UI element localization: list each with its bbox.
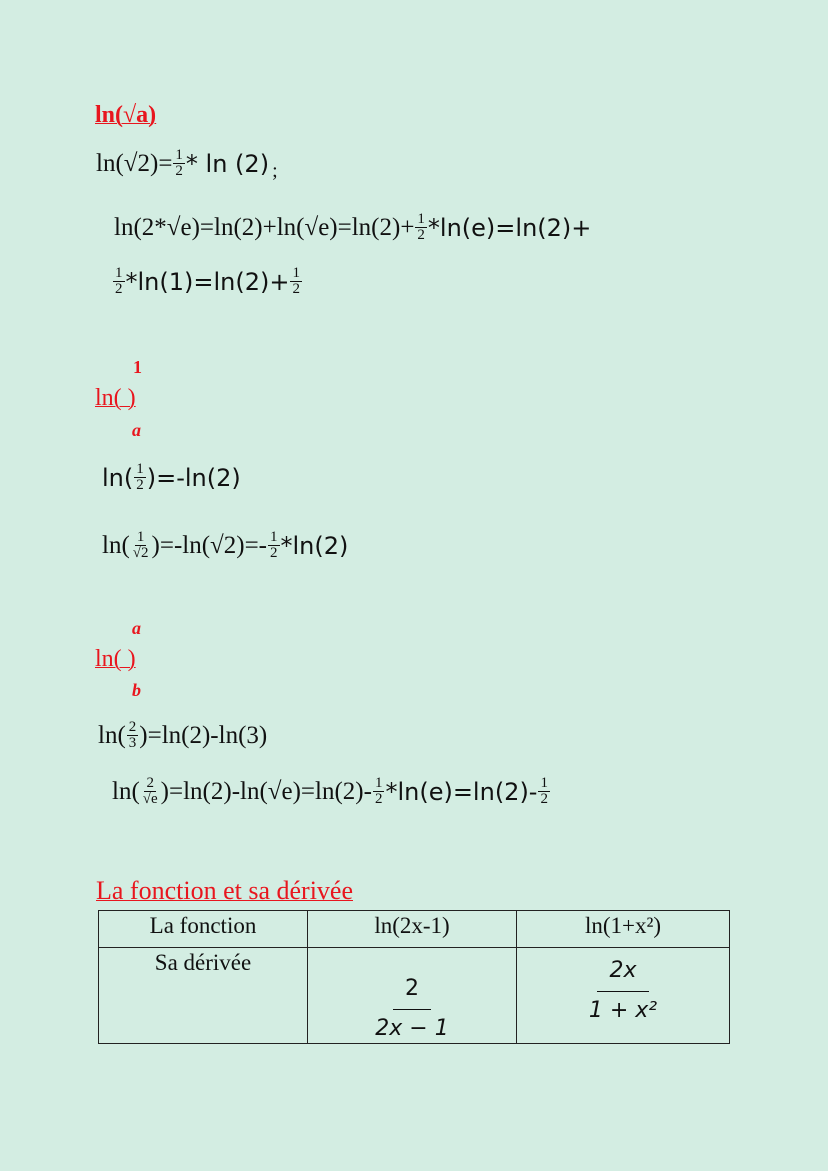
table-cell: ln(1+x²): [517, 911, 730, 948]
formula-text: *ln(2): [280, 531, 349, 560]
fraction-den: 2x − 1: [375, 1016, 449, 1041]
fraction: [131, 530, 151, 561]
section-heading-ln-a-over-b: ln( ): [95, 646, 136, 672]
fraction-den: 2: [374, 791, 383, 807]
fraction-den: 2: [115, 281, 123, 297]
table-cell: [308, 948, 517, 1044]
formula-text: )=-ln(√2)=-: [151, 531, 268, 559]
formula-text: )=ln(2)-ln(√e)=ln(2)-: [160, 777, 372, 805]
table-cell: ln(2x-1): [308, 911, 517, 948]
formula-line-6: [98, 720, 267, 751]
fraction-num: 1: [540, 775, 548, 791]
formula-text: ln(: [112, 777, 140, 805]
heading-numerator: a: [132, 618, 141, 638]
fraction: [173, 148, 185, 179]
formula-line-3: [112, 266, 303, 297]
table-cell: [517, 948, 730, 1044]
fraction-num: 1: [417, 211, 425, 227]
formula-line-1: [96, 147, 278, 182]
fraction-num: 1: [115, 265, 123, 281]
fraction-num: 1: [136, 529, 145, 545]
formula-text: ln(√2)=: [96, 149, 173, 177]
fraction-den: √e: [142, 791, 158, 807]
derivative-fraction: [363, 972, 460, 1041]
fraction-den: 3: [128, 735, 137, 751]
heading-denominator: b: [132, 680, 141, 700]
table-row: [99, 948, 730, 1044]
derivative-table: [98, 910, 730, 1044]
formula-text: ln(: [98, 721, 126, 749]
formula-text: ln(: [102, 531, 130, 559]
formula-text: )=-ln(2): [146, 463, 241, 492]
fraction-den: 2: [136, 477, 144, 493]
fraction: [373, 776, 385, 807]
formula-text: ln(: [102, 463, 134, 492]
derivative-fraction: [577, 954, 669, 1023]
fraction: [538, 776, 550, 807]
heading-numerator: 1: [133, 357, 142, 377]
formula-text: *ln(e)=ln(2)-: [385, 777, 538, 806]
table-section-title: La fonction et sa dérivée: [96, 876, 353, 905]
formula-line-4: [102, 462, 241, 493]
fraction: [290, 266, 302, 297]
fraction: [415, 212, 427, 243]
fraction-den: 2: [270, 545, 278, 561]
formula-text: * ln (2): [185, 149, 270, 178]
table-cell-label: La fonction: [99, 911, 308, 948]
fraction-den: 2: [417, 227, 425, 243]
formula-text: ln(2*√e)=ln(2)+ln(√e)=ln(2)+: [114, 213, 415, 241]
table-cell-label: Sa dérivée: [99, 948, 308, 1044]
formula-text: *ln(1)=ln(2)+: [125, 267, 290, 296]
fraction-den: 2: [292, 281, 300, 297]
fraction-num: 2x: [597, 954, 648, 992]
section-heading-ln-1-over-a: ln( ): [95, 385, 136, 411]
fraction-den: 2: [540, 791, 548, 807]
formula-text: *ln(e)=ln(2)+: [427, 213, 592, 242]
fraction-num: 2: [128, 719, 137, 735]
fraction-den: 2: [175, 163, 183, 179]
section-heading-ln-sqrt-a: ln(√a): [95, 102, 157, 128]
formula-line-5: [102, 530, 348, 561]
fraction-den: √2: [132, 545, 149, 561]
fraction-num: 1: [175, 147, 183, 163]
semicolon: ;: [272, 160, 278, 182]
fraction-num: 1: [292, 265, 300, 281]
fraction-num: 1: [374, 775, 383, 791]
fraction-num: 1: [136, 461, 144, 477]
fraction-den: 1 + x²: [588, 998, 658, 1023]
fraction: [127, 720, 139, 751]
fraction-num: 1: [270, 529, 278, 545]
fraction-num: 2: [393, 972, 431, 1010]
fraction: [134, 462, 146, 493]
fraction: [268, 530, 280, 561]
fraction: [141, 776, 160, 807]
formula-text: )=ln(2)-ln(3): [139, 721, 268, 749]
fraction-num: 2: [146, 775, 154, 791]
table-row: [99, 911, 730, 948]
heading-denominator: a: [132, 420, 141, 440]
fraction: [113, 266, 125, 297]
formula-line-7: [112, 776, 551, 807]
formula-line-2: [114, 212, 591, 243]
